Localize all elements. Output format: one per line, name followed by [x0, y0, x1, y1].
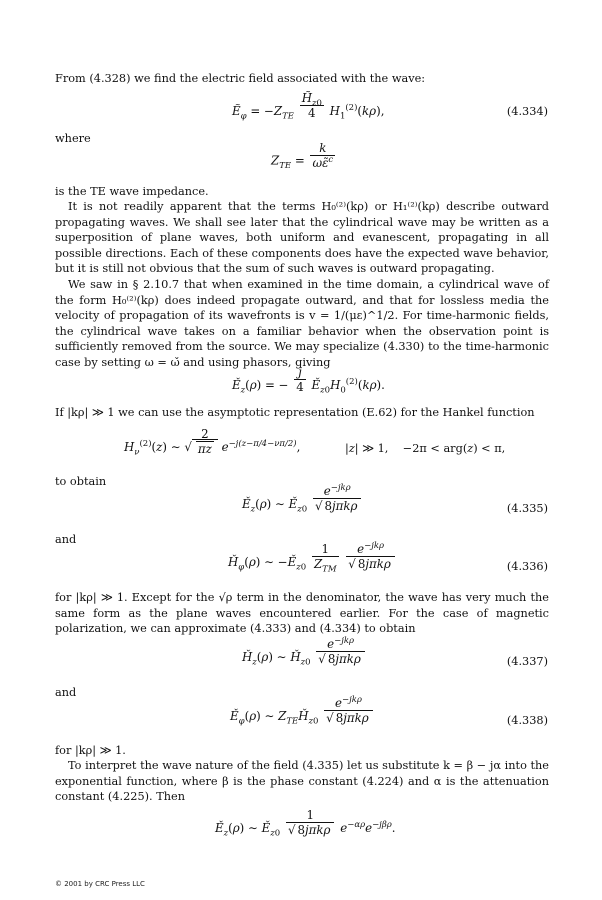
- equation-number: (4.337): [506, 655, 548, 668]
- text-condition: for |kρ| ≫ 1.: [55, 744, 126, 757]
- equation-4-337: $Ȟ_z(\rho)$ ∼ $Ȟ_{z0}$ $\frac{e^{-jk\rho}}{\text{√ 8jπkρ}}$ (4.337): [242, 635, 548, 668]
- paragraph-asymptotic: If |kρ| ≫ 1 we can use the asymptotic representation (E.62) for the Hankel function: [55, 406, 535, 419]
- text-where: where: [55, 132, 91, 145]
- equation-number: (4.334): [506, 105, 548, 118]
- paragraph-te-impedance: is the TE wave impedance.: [55, 185, 209, 198]
- text-to-obtain: to obtain: [55, 475, 107, 488]
- paragraph-magnetic: for |kρ| ≫ 1. Except for the √ρ term in the denominator, the wave has very much the same form as the plane waves encountered earlier. For the case of magnetic polarization, we can approximate (4.333) and (4.334) to obtain: [55, 591, 549, 636]
- equation-attenuation: $Ě_z(\rho)$ ∼ $Ě_{z0}$ $\frac{1}{\text{√ 8jπkρ}}$ $e^{-\alpha\rho}e^{-j\beta\rho}$.: [215, 807, 396, 839]
- equation-number: (4.338): [506, 714, 548, 727]
- paragraph-outward: It is not readily apparent that the terms H₀⁽²⁾(kρ) or H₁⁽²⁾(kρ) describe outward propagating waves. We shall see later that the cylindrical wave may be written as a superposition of plane waves, both uniform and evanescent, propagating in all possible directions. Each of these components does have the expected wave behavior, but it is still not obvious that the sum of such waves is outward propagating.: [55, 200, 549, 276]
- equation-zte: $Z_{TE}$ = $\frac{k}{\omega\varepsiloñ^c}$: [271, 141, 334, 171]
- copyright-footer: © 2001 by CRC Press LLC: [55, 880, 145, 888]
- equation-number: (4.335): [506, 502, 548, 515]
- paragraph-time-domain: We saw in § 2.10.7 that when examined in the time domain, a cylindrical wave of the form H₀⁽²⁾(kρ) does indeed propagate outward, and that for lossless media the velocity of propagation of its wavefronts is v = 1/(με)^1/2. For time-harmonic fields, the cylindrical wave takes on a familiar behavior when the observation point is sufficiently removed from the source. We may specialize (4.330) to the time-harmonic case by setting ω = ω̌ and using phasors, giving: [55, 278, 549, 369]
- text-and-2: and: [55, 686, 77, 699]
- equation-number: (4.336): [506, 560, 548, 573]
- equation-4-336: $Ȟ_\varphi(\rho)$ ∼ $-Ě_{z0}$ $\frac{1}{Z_{TM}}$ $\frac{e^{-jk\rho}}{\text{√ 8jπkρ}}$ (4.336): [228, 540, 548, 574]
- equation-hankel-asymptotic: $H_\nu^{(2)}(z)$ ∼ √ $\frac{2}{\pi z}$ $e^{-j(z-\pi/4-\nu\pi/2)}$, |z| ≫ 1, −2π < arg(z) < π,: [124, 426, 506, 458]
- text-and-1: and: [55, 533, 77, 546]
- paragraph-intro: From (4.328) we find the electric field associated with the wave:: [55, 72, 426, 85]
- paragraph-interpret: To interpret the wave nature of the field (4.335) let us substitute k = β − jα into the exponential function, where β is the phase constant (4.224) and α is the attenuation constant (4.225). Then: [55, 759, 549, 804]
- equation-4-334: Ẽ$_\varphi$ = $-Z_{TE}$ $\frac{H̃_{z0}}{4}$ $H_1^{(2)}(k\rho)$, (4.334): [232, 90, 548, 122]
- equation-4-335: $Ě_z(\rho)$ ∼ $Ě_{z0}$ $\frac{e^{-jk\rho}}{\text{√ 8jπkρ}}$ (4.335): [242, 482, 548, 515]
- equation-ez-phasor: $Ě_z(\rho)$ = − $\frac{j}{4}$ $Ě_{z0}H_0^{(2)}(k\rho)$.: [232, 365, 385, 396]
- equation-4-338: $Ě_\varphi(\rho)$ ∼ $Z_{TE}Ȟ_{z0}$ $\frac{e^{-jk\rho}}{\text{√ 8jπkρ}}$ (4.338): [230, 694, 548, 727]
